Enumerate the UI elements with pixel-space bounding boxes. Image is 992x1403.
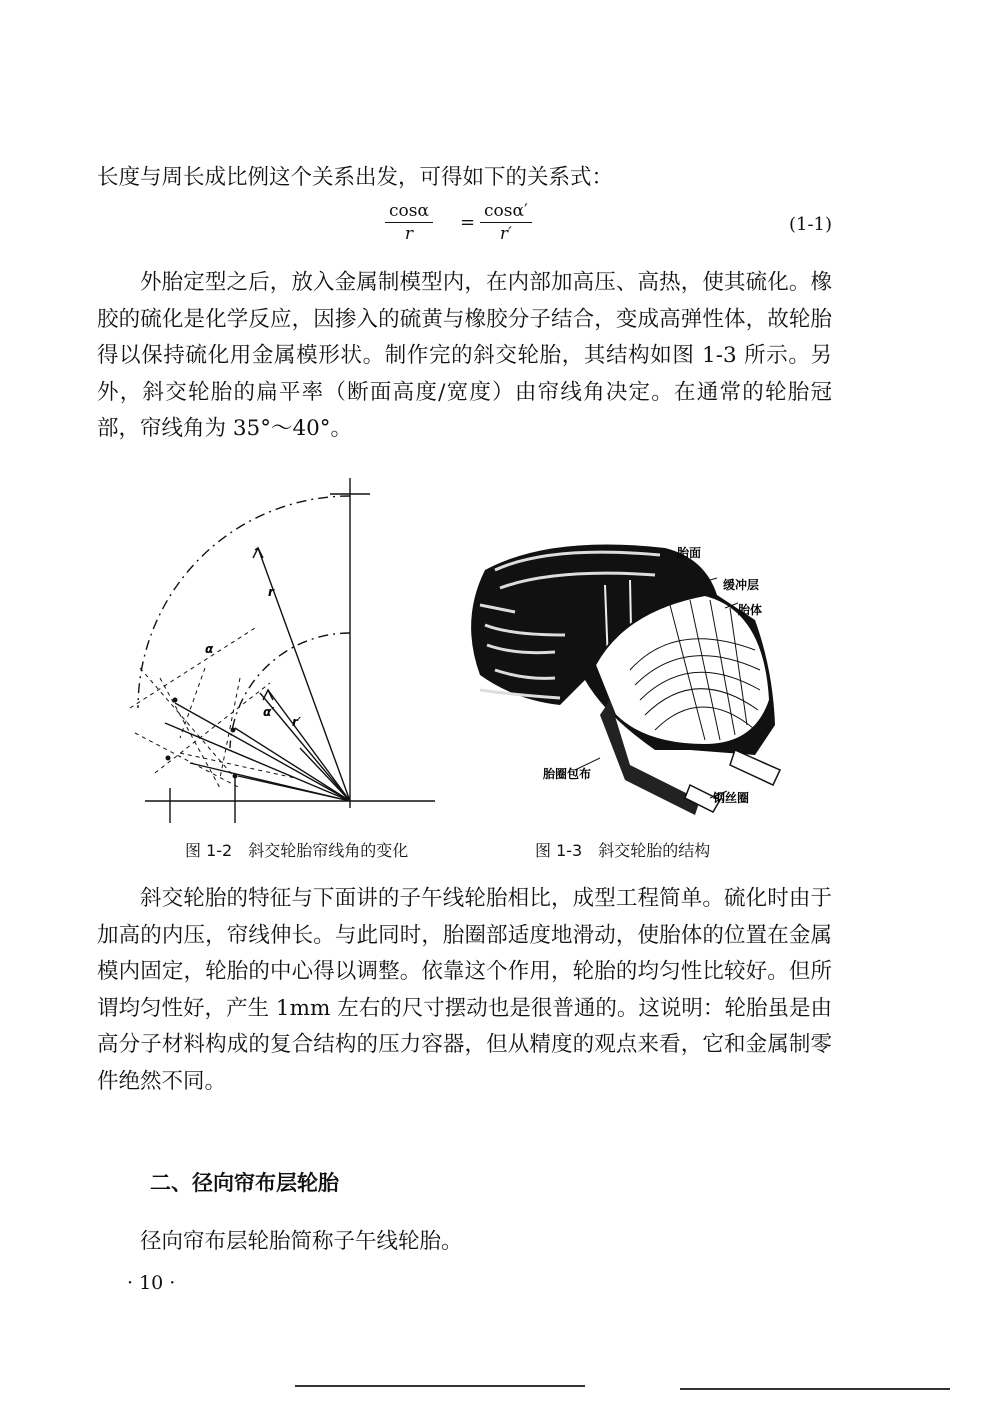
paragraph-4: 径向帘布层轮胎简称子午线轮胎。 (140, 1229, 463, 1254)
fraction-left-denominator: r (404, 224, 414, 244)
label-tread: 胎面 (677, 546, 702, 560)
figure-1-3-caption: 图 1-3 斜交轮胎的结构 (535, 841, 711, 860)
label-alpha-prime: α′ (263, 705, 275, 719)
label-r: r (268, 585, 274, 599)
label-chafer: 胎圈包布 (543, 767, 592, 781)
figure-1-2-diagram (120, 478, 440, 828)
equals-sign: = (460, 212, 476, 233)
label-breaker: 缓冲层 (723, 578, 760, 592)
fraction-right-denominator: r′ (499, 224, 512, 244)
page-number: · 10 · (127, 1272, 176, 1294)
label-carcass: 胎体 (738, 603, 763, 617)
fraction-right (480, 200, 532, 245)
paragraph-2: 外胎定型之后，放入金属制模型内，在内部加高压、高热，使其硫化。橡胶的硫化是化学反应，因掺入的硫黄与橡胶分子结合，变成高弹性体，故轮胎得以保持硫化用金属模形状。制作完的斜交轮胎，其结构如图 1-3 所示。另外，斜交轮胎的扁平率（断面高度/宽度）由帘线角决定。在通常的轮胎冠部，帘线角为 35°～40°。 (97, 270, 832, 441)
figure-1-3-tire-cutaway (455, 500, 815, 820)
scan-line-bottom-left (295, 1385, 585, 1387)
paragraph-1: 长度与周长成比例这个关系出发，可得如下的关系式： (97, 165, 614, 190)
paragraph-3: 斜交轮胎的特征与下面讲的子午线轮胎相比，成型工程简单。硫化时由于加高的内压，帘线伸长。与此同时，胎圈部适度地滑动，使胎体的位置在金属模内固定，轮胎的中心得以调整。依靠这个作用，轮胎的均匀性比较好。但所谓均匀性好，产生 1mm 左右的尺寸摆动也是很普通的。这说明：轮胎虽是由高分子材料构成的复合结构的压力容器，但从精度的观点来看，它和金属制零件绝然不同。 (97, 886, 832, 1094)
fraction-left-numerator: cosα (385, 200, 433, 223)
fraction-left (385, 200, 433, 245)
label-alpha: α (205, 642, 214, 656)
figure-1-2-caption: 图 1-2 斜交轮胎帘线角的变化 (185, 841, 409, 860)
equation-number: (1-1) (788, 214, 832, 235)
label-r-prime: r′ (292, 715, 302, 729)
equation-1-1 (385, 200, 832, 250)
fraction-right-numerator: cosα′ (480, 200, 532, 223)
section-heading: 二、径向帘布层轮胎 (150, 1171, 339, 1195)
scan-line-bottom-right (680, 1388, 950, 1390)
label-bead-wire: 钢丝圈 (713, 791, 750, 805)
